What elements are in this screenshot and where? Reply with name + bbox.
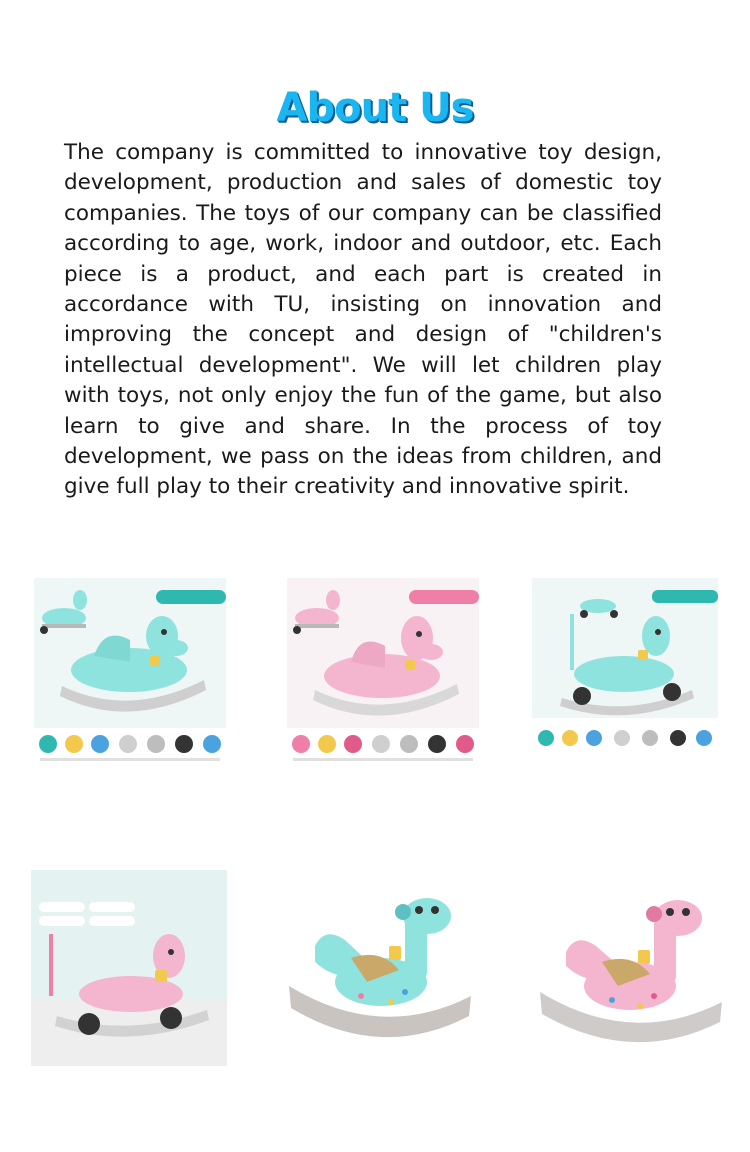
product-photo-pink-rocker	[532, 866, 732, 1066]
about-paragraph: The company is committed to innovative toy design, development, production and sales of domestic toy companies. The toys of our company can be classified according to age, work, indoor and outdoor, etc. Each piece is a product, and each part is created in accordance with TU, insisting on innovation and improving the concept and design of "children's intellectual development". We will let children play with toys, not only enjoy the fun of the game, but also learn to give and share. In the process of toy development, we pass on the ideas from children, and give full play to their creativity and innovative spirit.	[64, 140, 662, 500]
product-photo-mint-rocker	[281, 866, 481, 1066]
product-photo-mint-wheels	[532, 578, 718, 764]
page-title: About Us	[276, 84, 474, 131]
product-photo-pink-wheels	[31, 870, 227, 1066]
product-photo-pink-features	[287, 578, 479, 770]
product-photo-mint-features	[34, 578, 226, 770]
